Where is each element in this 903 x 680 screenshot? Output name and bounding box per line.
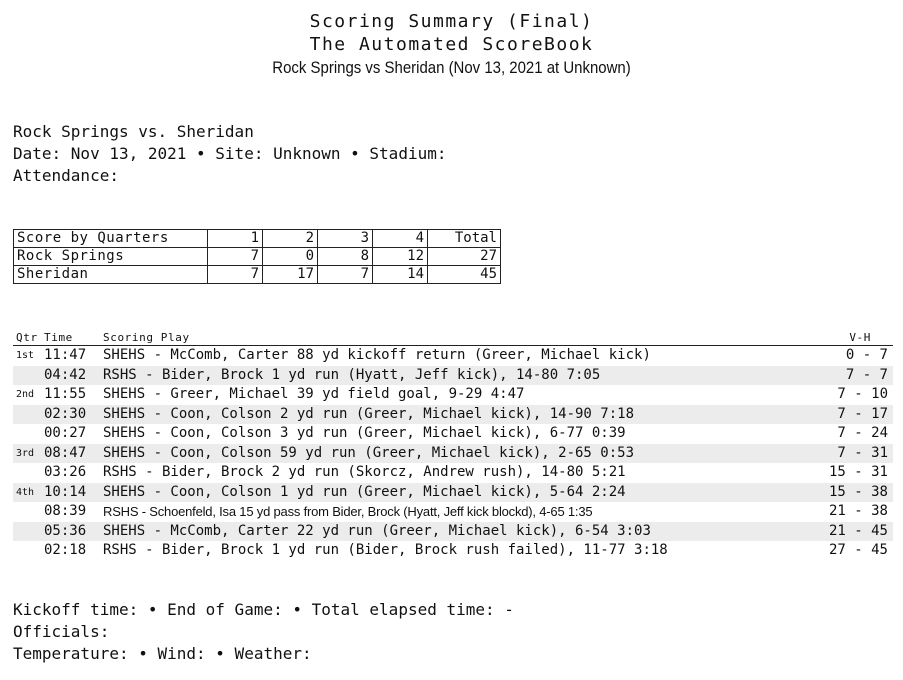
play-description: SHEHS - Coon, Colson 1 yd run (Greer, Michael kick), 5-64 2:24 [103, 483, 626, 500]
play-description: SHEHS - McComb, Carter 88 yd kickoff return (Greer, Michael kick) [103, 347, 651, 363]
play-time: 10:14 [44, 483, 87, 500]
play-score: 21 - 45 [828, 522, 888, 539]
play-description: SHEHS - Greer, Michael 39 yd field goal, 9-29 4:47 [103, 386, 525, 402]
sbq-cell: 7 [208, 248, 263, 266]
header-play: Scoring Play [103, 331, 190, 344]
game-attendance: Attendance: [13, 166, 119, 185]
play-qtr: 2nd [16, 389, 35, 400]
play-row [13, 346, 893, 366]
sbq-cell: 17 [263, 266, 318, 284]
play-time: 03:26 [44, 464, 87, 480]
play-score: 15 - 38 [828, 483, 888, 500]
sbq-label: Score by Quarters [14, 230, 208, 248]
play-time: 11:55 [44, 386, 87, 402]
report-header [0, 10, 903, 80]
play-row [13, 522, 893, 542]
sbq-col-3: 3 [318, 230, 373, 248]
play-description: SHEHS - Coon, Colson 3 yd run (Greer, Michael kick), 6-77 0:39 [103, 425, 626, 441]
game-footer [13, 599, 514, 665]
header-time: Time [44, 331, 73, 344]
play-row [13, 424, 893, 444]
play-score: 7 - 7 [845, 366, 888, 383]
game-date-site: Date: Nov 13, 2021 • Site: Unknown • Stadium: [13, 144, 447, 163]
play-description: RSHS - Bider, Brock 1 yd run (Bider, Brock rush failed), 11-77 3:18 [103, 542, 668, 558]
play-row [13, 541, 893, 561]
play-time: 04:42 [44, 366, 87, 383]
play-time: 05:36 [44, 522, 87, 539]
play-score: 7 - 24 [837, 425, 888, 441]
play-qtr: 1st [16, 350, 35, 361]
sbq-team: Sheridan [14, 266, 208, 284]
sbq-row-visitor [14, 248, 501, 266]
play-time: 08:39 [44, 503, 87, 519]
report-title: Scoring Summary (Final) [309, 11, 594, 32]
game-teams: Rock Springs vs. Sheridan [13, 122, 254, 141]
scoring-plays-header [13, 330, 893, 346]
scoring-plays [13, 330, 893, 561]
sbq-col-1: 1 [208, 230, 263, 248]
play-row [13, 502, 893, 522]
footer-times: Kickoff time: • End of Game: • Total elapsed time: - [13, 600, 514, 619]
play-row [13, 463, 893, 483]
sbq-team: Rock Springs [14, 248, 208, 266]
sbq-row-home [14, 266, 501, 284]
play-row [13, 366, 893, 386]
score-by-quarters-table [13, 229, 501, 284]
play-description: SHEHS - McComb, Carter 22 yd run (Greer, Michael kick), 6-54 3:03 [103, 522, 651, 539]
play-score: 7 - 31 [837, 444, 888, 461]
play-description: SHEHS - Coon, Colson 2 yd run (Greer, Michael kick), 14-90 7:18 [103, 405, 635, 422]
sbq-total: 45 [428, 266, 501, 284]
play-score: 21 - 38 [828, 503, 888, 519]
sbq-cell: 7 [208, 266, 263, 284]
play-time: 08:47 [44, 444, 87, 461]
sbq-cell: 0 [263, 248, 318, 266]
sbq-cell: 8 [318, 248, 373, 266]
sbq-col-total: Total [428, 230, 501, 248]
play-description: RSHS - Bider, Brock 2 yd run (Skorcz, Andrew rush), 14-80 5:21 [103, 464, 626, 480]
play-score: 27 - 45 [828, 542, 888, 558]
play-time: 02:18 [44, 542, 87, 558]
report-subtitle: The Automated ScoreBook [309, 34, 594, 55]
header-qtr: Qtr [16, 331, 38, 344]
footer-officials: Officials: [13, 622, 110, 641]
play-score: 7 - 17 [837, 405, 888, 422]
sbq-cell: 12 [373, 248, 428, 266]
sbq-total: 27 [428, 248, 501, 266]
footer-weather: Temperature: • Wind: • Weather: [13, 644, 312, 663]
matchup-line: Rock Springs vs Sheridan (Nov 13, 2021 at Unknown) [272, 58, 631, 77]
game-info [13, 121, 446, 187]
play-time: 00:27 [44, 425, 87, 441]
sbq-col-4: 4 [373, 230, 428, 248]
sbq-header-row [14, 230, 501, 248]
play-score: 7 - 10 [837, 386, 888, 402]
play-time: 11:47 [44, 347, 87, 363]
play-row [13, 483, 893, 503]
play-description: RSHS - Bider, Brock 1 yd run (Hyatt, Jeff kick), 14-80 7:05 [103, 366, 601, 383]
play-qtr: 4th [16, 486, 35, 498]
play-row [13, 385, 893, 405]
play-description: RSHS - Schoenfeld, Isa 15 yd pass from Bider, Brock (Hyatt, Jeff kick blockd), 4-65 1:35 [103, 504, 593, 519]
play-description: SHEHS - Coon, Colson 59 yd run (Greer, Michael kick), 2-65 0:53 [103, 444, 635, 461]
play-time: 02:30 [44, 405, 87, 422]
sbq-col-2: 2 [263, 230, 318, 248]
play-row [13, 444, 893, 464]
play-score: 15 - 31 [828, 464, 888, 480]
play-score: 0 - 7 [845, 347, 888, 363]
play-qtr: 3rd [16, 447, 35, 459]
play-row [13, 405, 893, 425]
sbq-cell: 14 [373, 266, 428, 284]
header-vh: V-H [849, 331, 871, 344]
sbq-cell: 7 [318, 266, 373, 284]
